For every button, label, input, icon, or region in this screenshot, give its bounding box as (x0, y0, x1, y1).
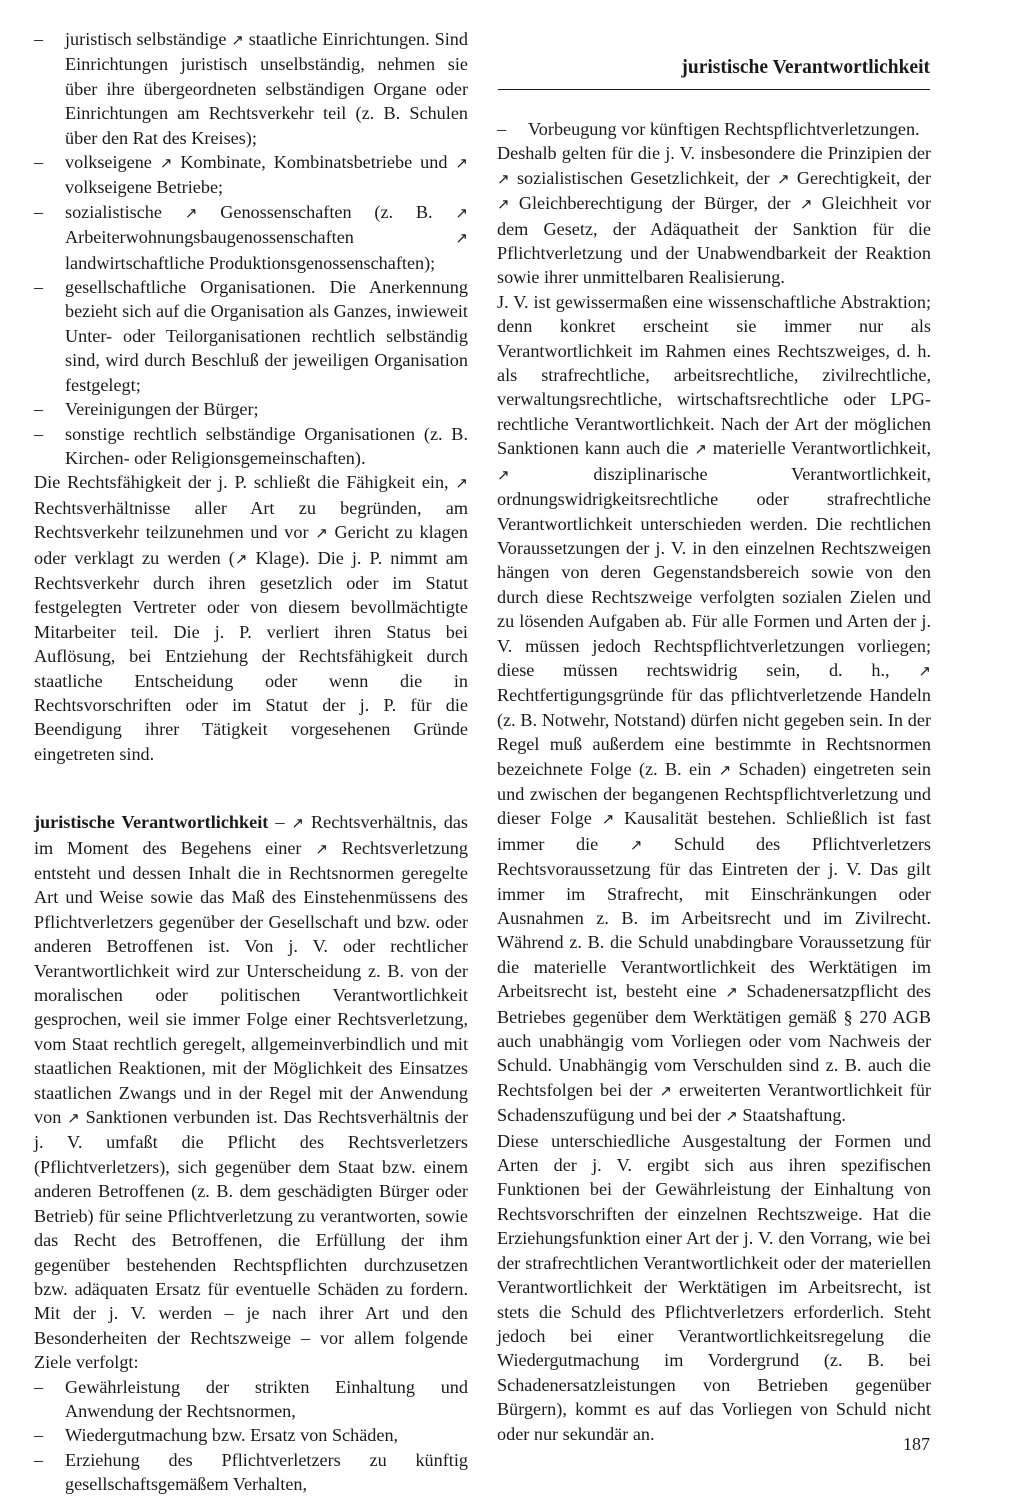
cross-reference-arrow-icon: ↗ (629, 835, 643, 854)
cross-reference-arrow-icon: ↗ (291, 814, 304, 833)
dash-list-item (34, 150, 468, 200)
cross-reference-arrow-icon: ↗ (725, 1107, 738, 1126)
cross-reference-arrow-icon: ↗ (455, 154, 468, 173)
cross-reference-arrow-icon: ↗ (694, 440, 707, 459)
cross-reference-arrow-icon: ↗ (455, 203, 468, 222)
paragraph-text: volkseigene ↗ Kombinate, Kombinatsbetriebe und ↗ volkseigene Betriebe; (65, 152, 468, 198)
cross-reference-arrow-icon: ↗ (159, 154, 173, 173)
dash-list-item (34, 397, 468, 421)
dash-list-item (34, 422, 468, 471)
paragraph-text: Wiedergutmachung bzw. Ersatz von Schäden, (65, 1425, 399, 1446)
page-number: 187 (903, 1434, 930, 1454)
body-paragraph (34, 470, 468, 766)
cross-reference-arrow-icon: ↗ (315, 524, 328, 543)
dash-list-item (34, 200, 468, 275)
left-column (34, 27, 468, 1497)
cross-reference-arrow-icon: ↗ (67, 1109, 80, 1128)
dash-list-item (34, 1375, 468, 1424)
body-paragraph (497, 1129, 931, 1446)
dictionary-entry (34, 810, 468, 1374)
dash-list-item (34, 275, 468, 397)
paragraph-text: Vereinigungen der Bürger; (65, 399, 259, 420)
paragraph-text: sonstige rechtlich selbständige Organisationen (z. B. Kirchen- oder Religionsgemeinschaften). (65, 423, 468, 468)
right-column (497, 117, 931, 1446)
dash-list-item (34, 1423, 468, 1447)
dash-list-item (34, 1448, 468, 1497)
cross-reference-arrow-icon: ↗ (497, 195, 510, 214)
paragraph-text: Deshalb gelten für die j. V. insbesondere die Prinzipien der ↗ sozialistischen Gesetzlichkeit, der ↗ Gerechtigkeit, der ↗ Gleichberechtigung der Bürger, der ↗ Gleichheit vor dem Gesetz, der Adäquatheit der Sanktion für die Pflichtverletzung und der Unabwendbarkeit der Reaktion sowie ihrer unmittelbaren Realisierung. (497, 143, 931, 288)
entry-gap (34, 766, 468, 810)
cross-reference-arrow-icon: ↗ (234, 549, 248, 568)
paragraph-text: Erziehung des Pflichtverletzers zu künftig gesellschaftsgemäßem Verhalten, (65, 1449, 468, 1495)
cross-reference-arrow-icon: ↗ (725, 983, 738, 1002)
paragraph-text: J. V. ist gewissermaßen eine wissenschaftliche Abstraktion; denn konkret erscheint sie immer nur als Verantwortlichkeit im Rahmen eines Rechtszweiges, d. h. als strafrechtliche, arbeitsrechtliche, zivilrechtliche, verwaltungsrechtliche, wirtschaftsrechtliche oder LPG-rechtliche Verantwortlichkeit. Nach der Art der möglichen Sanktionen kann auch die ↗ materielle Verantwortlichkeit, ↗ disziplinarische Verantwortlichkeit, ordnungswidrigkeitsrechtliche oder strafrechtliche Verantwortlichkeit unterschieden werden. Die rechtlichen Voraussetzungen der j. V. in den einzelnen Rechtszweigen hängen von deren Gegenstandsbereich sowie von den durch diese Rechtszweige verfolgten sozialen Zielen und zu lösenden Aufgaben ab. Für alle Formen und Arten der j. V. müssen jedoch Rechtspflichtverletzungen vorliegen; diese müssen rechtswidrig sein, d. h., ↗ Rechtfertigungsgründe für das pflichtverletzende Handeln (z. B. Notwehr, Notstand) dürfen nicht gegeben sein. In der Regel muß außerdem eine bestimmte in Rechtsnormen bezeichnete Folge (z. B. ein ↗ Schaden) eingetreten sein und zwischen der begangenen Rechtspflichtverletzung und dieser Folge ↗ Kausalität bestehen. Schließlich ist fast immer die ↗ Schuld des Pflichtverletzers Rechtsvoraussetzung für das Eintreten der j. V. Das gilt immer im Strafrecht, mit Einschränkungen oder Ausnahmen z. B. im Arbeitsrecht und im Zivilrecht. Während z. B. die Schuld unabdingbare Voraussetzung für die materielle Verantwortlichkeit des Werktätigen im Arbeitsrecht ist, besteht eine ↗ Schadenersatzpflicht des Betriebes gegenüber dem Werktätigen gemäß § 270 AGB auch unabhängig vom Vorliegen oder vom Nachweis der Schuld. Unabhängig vom Verschulden sind z. B. auch die Rechtsfolgen bei der ↗ erweiterten Verantwortlichkeit für Schadenszufügung und bei der ↗ Staatshaftung. (497, 291, 932, 1126)
paragraph-text: juristisch selbständige ↗ staatliche Einrichtungen. Sind Einrichtungen juristisch unselbständig, nehmen sie über ihre übergeordneten selbständigen Organe oder Einrichtungen am Rechtsverkehr teil (z. B. Schulen über den Rat des Kreises); (65, 29, 468, 148)
cross-reference-arrow-icon: ↗ (497, 169, 510, 188)
paragraph-text: Die Rechtsfähigkeit der j. P. schließt die Fähigkeit ein, ↗ Rechtsverhältnisse aller Art zu begründen, am Rechtsverkehr teilzunehmen und vor ↗ Gericht zu klagen oder verklagt zu werden (↗ Klage). Die j. P. nimmt am Rechtsverkehr durch ihren gesetzlich oder im Statut festgelegten Vertreter oder von diesem bevollmächtigte Mitarbeiter teil. Die j. P. verliert ihren Status bei Auflösung, bei Entziehung der Rechtsfähigkeit durch staatliche Entscheidung oder wenn die in Rechtsvorschriften oder im Statut der j. P. für die Beendigung ihrer Tätigkeit vorgesehenen Gründe eingetreten sind. (34, 472, 468, 764)
cross-reference-arrow-icon: ↗ (455, 229, 468, 248)
cross-reference-arrow-icon: ↗ (497, 465, 510, 484)
cross-reference-arrow-icon: ↗ (455, 474, 468, 493)
cross-reference-arrow-icon: ↗ (799, 195, 813, 214)
cross-reference-arrow-icon: ↗ (659, 1081, 672, 1100)
paragraph-text: gesellschaftliche Organisationen. Die Anerkennung bezieht sich auf die Organisation als Ganzes, inwieweit Unter- oder Teilorganisationen rechtlich selbständig sind, wird durch Beschluß der jeweiligen Organisation festgelegt; (65, 277, 468, 395)
paragraph-text: Gewährleistung der strikten Einhaltung und Anwendung der Rechtsnormen, (65, 1376, 468, 1421)
cross-reference-arrow-icon: ↗ (776, 169, 790, 188)
paragraph-text: – ↗ Rechtsverhältnis, das im Moment des Begehens einer ↗ Rechtsverletzung entsteht und dessen Inhalt die in Rechtsnormen geregelte Art und Weise sowie das Maß des Einstehenmüssens des Pflichtverletzers gegenüber der Gesellschaft und bzw. oder anderen Betroffenen ist. Von j. V. oder rechtlicher Verantwortlichkeit wird zur Unterscheidung z. B. von der moralischen oder politischen Verantwortlichkeit gesprochen, weil sie immer Folge einer Rechtsverletzung, vom Staat rechtlich geregelt, allgemeinverbindlich und mit staatlichen Reaktionen, mit der Möglichkeit des Einsatzes staatlichen Zwangs und in der Regel mit der Anwendung von ↗ Sanktionen verbunden ist. Das Rechtsverhältnis der j. V. umfaßt die Pflicht des Rechtsverletzers (Pflichtverletzers), sich gegenüber dem Staat bzw. einem anderen Betroffenen (z. B. dem geschädigten Bürger oder Betrieb) für seine Pflichtverletzung zu verantworten, sowie das Recht des Betroffenen, die Erfüllung der ihm gegenüber bestehenden Rechtspflichten durchzusetzen bzw. adäquaten Ersatz für eventuelle Schäden zu fordern. Mit der j. V. werden – je nach ihrer Art und den Besonderheiten der Rechtszweige – vor allem folgende Ziele verfolgt: (34, 812, 469, 1373)
dash-list-item (497, 117, 931, 141)
body-paragraph (497, 290, 931, 1129)
cross-reference-arrow-icon: ↗ (231, 31, 244, 49)
cross-reference-arrow-icon: ↗ (918, 661, 931, 680)
cross-reference-arrow-icon: ↗ (601, 810, 615, 829)
running-head: juristische Verantwortlichkeit (681, 57, 930, 78)
header-rule (498, 89, 930, 90)
body-paragraph (497, 141, 931, 289)
cross-reference-arrow-icon: ↗ (315, 839, 328, 858)
cross-reference-arrow-icon: ↗ (718, 760, 732, 779)
paragraph-text: sozialistische ↗ Genossenschaften (z. B. ↗ Arbeiterwohnungsbaugenossenschaften ↗ landwirtschaftliche Produktionsgenossenschaften); (65, 201, 468, 273)
paragraph-text: Diese unterschiedliche Ausgestaltung der Formen und Arten der j. V. ergibt sich aus ihren spezifischen Funktionen bei der Gewährleistung der Einhaltung von Rechtsvorschriften der einzelnen Rechtszweige. Hat die Erziehungsfunktion einer Art der j. V. den Vorrang, wie bei der strafrechtlichen Verantwortlichkeit oder der materiellen Verantwortlichkeit der Werktätigen im Arbeitsrecht, ist stets die Schuld des Pflichtverletzers erforderlich. Steht jedoch bei einer Verantwortlichkeitsregelung die Wiedergutmachung im Vordergrund (z. B. bei Schadenersatzleistungen von Betrieben gegenüber Bürgern), kommt es auf das Vorliegen von Schuld nicht oder nur sekundär an. (497, 1130, 931, 1444)
dash-list-item (34, 27, 468, 150)
entry-lemma: juristische Verantwortlichkeit (34, 812, 269, 833)
cross-reference-arrow-icon: ↗ (184, 203, 198, 222)
paragraph-text: Vorbeugung vor künftigen Rechtspflichtverletzungen. (528, 119, 920, 139)
